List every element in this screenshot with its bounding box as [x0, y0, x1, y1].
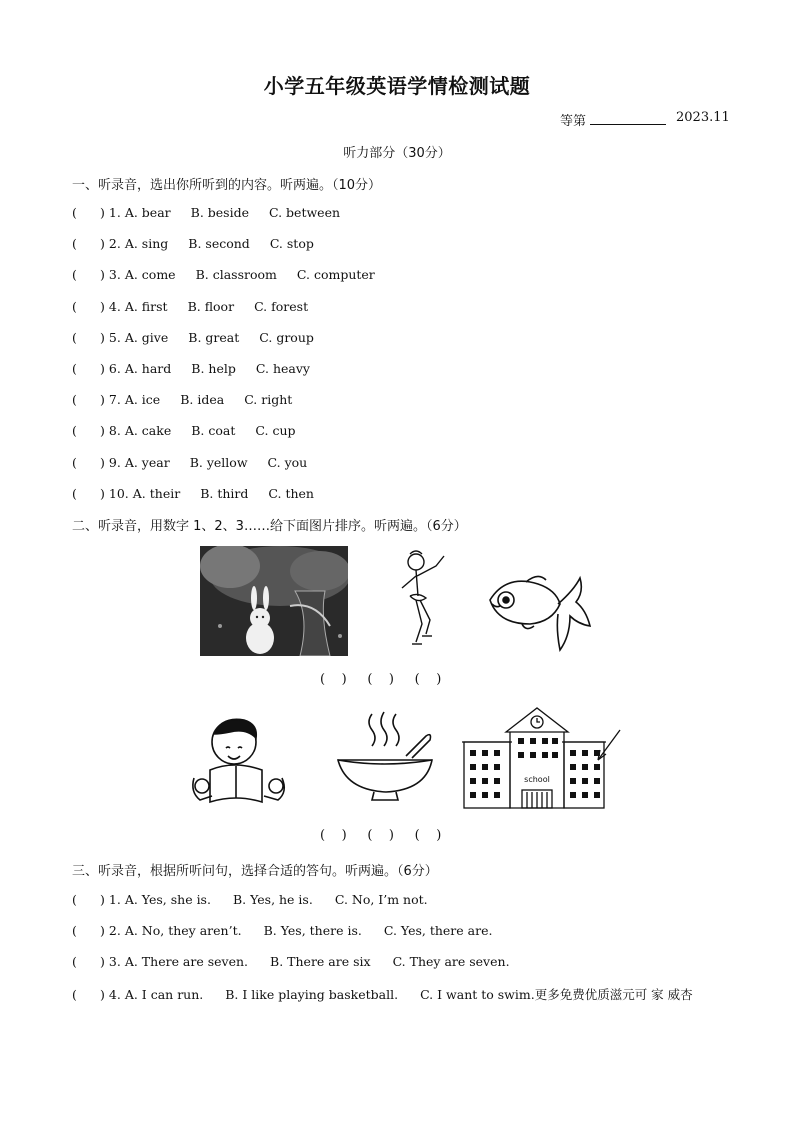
bracket-open: (: [72, 236, 77, 252]
section1-question-row: [72, 267, 395, 282]
option-a[interactable]: A. sing: [124, 236, 169, 252]
option-a[interactable]: A. their: [132, 485, 181, 501]
option-c[interactable]: C. heavy: [255, 361, 310, 376]
answer-bracket[interactable]: [72, 954, 100, 969]
grade-blank[interactable]: [590, 112, 666, 125]
option-c[interactable]: C. then: [268, 485, 314, 501]
option-b[interactable]: B. Yes, he is.: [232, 892, 313, 907]
section1-question-row: [72, 423, 316, 438]
option-c[interactable]: C. computer: [296, 267, 375, 283]
bracket-open: (: [72, 923, 77, 938]
section1-heading: 一、听录音，选出你所听到的内容。听两遍。（10分）: [72, 178, 382, 193]
option-c[interactable]: C. between: [268, 205, 341, 220]
section3-question-row: [72, 954, 532, 969]
answer-bracket[interactable]: [72, 486, 100, 501]
option-a[interactable]: A. ice: [124, 392, 161, 408]
bracket-close: ): [100, 267, 105, 283]
option-c[interactable]: C. group: [259, 329, 314, 345]
question-number: 3.: [108, 267, 121, 283]
question-number: 1.: [108, 205, 121, 220]
section1-question-row: [72, 455, 327, 470]
option-c[interactable]: C. Yes, there are.: [383, 923, 493, 938]
question-number: 10.: [108, 485, 129, 501]
answer-bracket[interactable]: [72, 455, 100, 470]
section1-question-row: [72, 299, 328, 314]
grade-field: [560, 110, 670, 129]
bracket-open: (: [72, 205, 77, 220]
question-number: 5.: [108, 329, 121, 345]
answer-bracket[interactable]: [72, 236, 100, 251]
option-b[interactable]: B. I like playing basketball.: [225, 987, 399, 1002]
answer-bracket[interactable]: [72, 423, 100, 438]
section1-question-row: [72, 361, 330, 376]
option-a[interactable]: A. Yes, she is.: [124, 892, 211, 907]
picture-row2-brackets[interactable]: ( ) ( ) ( ): [320, 828, 442, 843]
picture-row1-brackets[interactable]: ( ) ( ) ( ): [320, 672, 442, 687]
option-c[interactable]: C. I want to swim.更多免费优质滋元可 家 威杏: [420, 987, 693, 1002]
answer-bracket[interactable]: [72, 987, 100, 1002]
option-a[interactable]: A. No, they aren’t.: [124, 923, 242, 938]
option-c[interactable]: C. cup: [255, 423, 296, 439]
question-number: 2.: [108, 923, 121, 938]
page-title: 小学五年级英语学情检测试题: [263, 74, 531, 98]
answer-bracket[interactable]: [72, 892, 100, 907]
question-number: 4.: [108, 298, 121, 314]
option-a[interactable]: A. cake: [124, 423, 172, 439]
section3-question-row: [72, 923, 514, 938]
bracket-open: (: [72, 485, 77, 501]
option-b[interactable]: B. help: [191, 361, 236, 376]
bracket-open: (: [72, 892, 77, 907]
bracket-close: ): [100, 485, 105, 501]
option-a[interactable]: A. There are seven.: [124, 954, 249, 969]
option-c[interactable]: C. They are seven.: [392, 954, 510, 969]
section1-question-row: [72, 392, 312, 407]
option-b[interactable]: B. great: [188, 329, 240, 345]
bracket-close: ): [100, 423, 105, 439]
section1-question-row: [72, 330, 334, 345]
bracket-close: ): [100, 987, 105, 1002]
option-b[interactable]: B. floor: [187, 298, 235, 314]
option-b[interactable]: B. idea: [180, 392, 225, 408]
bracket-open: (: [72, 298, 77, 314]
answer-bracket[interactable]: [72, 330, 100, 345]
option-b[interactable]: B. third: [200, 485, 249, 501]
bracket-open: (: [72, 267, 77, 283]
section1-question-row: [72, 205, 360, 220]
question-number: 2.: [108, 236, 121, 252]
option-c[interactable]: C. stop: [269, 236, 314, 252]
option-b[interactable]: B. beside: [190, 205, 249, 220]
question-number: 8.: [108, 423, 121, 439]
bracket-open: (: [72, 329, 77, 345]
bracket-open: (: [72, 954, 77, 969]
bracket-close: ): [100, 205, 105, 220]
noodle-bowl-picture: [334, 708, 436, 804]
section3-question-row: [72, 892, 450, 907]
skating-girl-picture: [392, 548, 452, 654]
option-a[interactable]: A. first: [124, 298, 168, 314]
bracket-open: (: [72, 392, 77, 408]
school-sign: school: [524, 775, 550, 784]
school-building-picture: [460, 702, 626, 812]
question-number: 6.: [108, 361, 121, 376]
question-number: 7.: [108, 392, 121, 408]
goldfish-picture: [486, 570, 592, 654]
bracket-close: ): [100, 892, 105, 907]
grade-label: 等第: [560, 114, 587, 129]
option-b[interactable]: B. yellow: [189, 454, 248, 470]
option-c[interactable]: C. forest: [254, 298, 309, 314]
bracket-close: ): [100, 923, 105, 938]
option-b[interactable]: B. Yes, there is.: [263, 923, 362, 938]
bracket-close: ): [100, 236, 105, 252]
answer-bracket[interactable]: [72, 923, 100, 938]
question-number: 9.: [108, 454, 121, 470]
option-b[interactable]: B. There are six: [270, 954, 371, 969]
option-b[interactable]: B. second: [188, 236, 250, 252]
bracket-close: ): [100, 954, 105, 969]
section2-heading: 二、听录音，用数字 1、2、3……给下面图片排序。听两遍。（6分）: [72, 519, 467, 534]
section1-question-row: [72, 486, 334, 501]
bracket-open: (: [72, 454, 77, 470]
option-a[interactable]: A. come: [124, 267, 176, 283]
option-a[interactable]: A. give: [124, 329, 169, 345]
part-title: 听力部分（30分）: [343, 146, 451, 161]
option-b[interactable]: B. classroom: [195, 267, 277, 283]
answer-bracket[interactable]: [72, 392, 100, 407]
answer-bracket[interactable]: [72, 299, 100, 314]
question-number: 1.: [108, 892, 121, 907]
question-number: 3.: [108, 954, 121, 969]
answer-bracket[interactable]: [72, 267, 100, 282]
section3-question-row: [72, 985, 715, 1003]
option-c[interactable]: C. you: [267, 454, 308, 470]
option-a[interactable]: A. year: [124, 454, 170, 470]
bracket-close: ): [100, 454, 105, 470]
option-c[interactable]: C. right: [244, 392, 293, 408]
bracket-open: (: [72, 361, 77, 376]
bracket-open: (: [72, 987, 77, 1002]
option-c[interactable]: C. No, I’m not.: [334, 892, 428, 907]
option-a[interactable]: A. hard: [124, 361, 172, 376]
exam-date: 2023.11: [676, 110, 730, 125]
bracket-close: ): [100, 361, 105, 376]
bracket-close: ): [100, 298, 105, 314]
question-number: 4.: [108, 987, 121, 1002]
answer-bracket[interactable]: [72, 205, 100, 220]
bracket-open: (: [72, 423, 77, 439]
bracket-close: ): [100, 329, 105, 345]
option-b[interactable]: B. coat: [191, 423, 236, 439]
option-a[interactable]: A. bear: [124, 205, 171, 220]
boy-reading-picture: [186, 712, 294, 810]
bracket-close: ): [100, 392, 105, 408]
option-a[interactable]: A. I can run.: [124, 987, 204, 1002]
answer-bracket[interactable]: [72, 361, 100, 376]
rabbit-tree-picture: [200, 546, 348, 656]
section3-heading: 三、听录音，根据所听问句，选择合适的答句。听两遍。（6分）: [72, 864, 438, 879]
section1-question-row: [72, 236, 334, 251]
